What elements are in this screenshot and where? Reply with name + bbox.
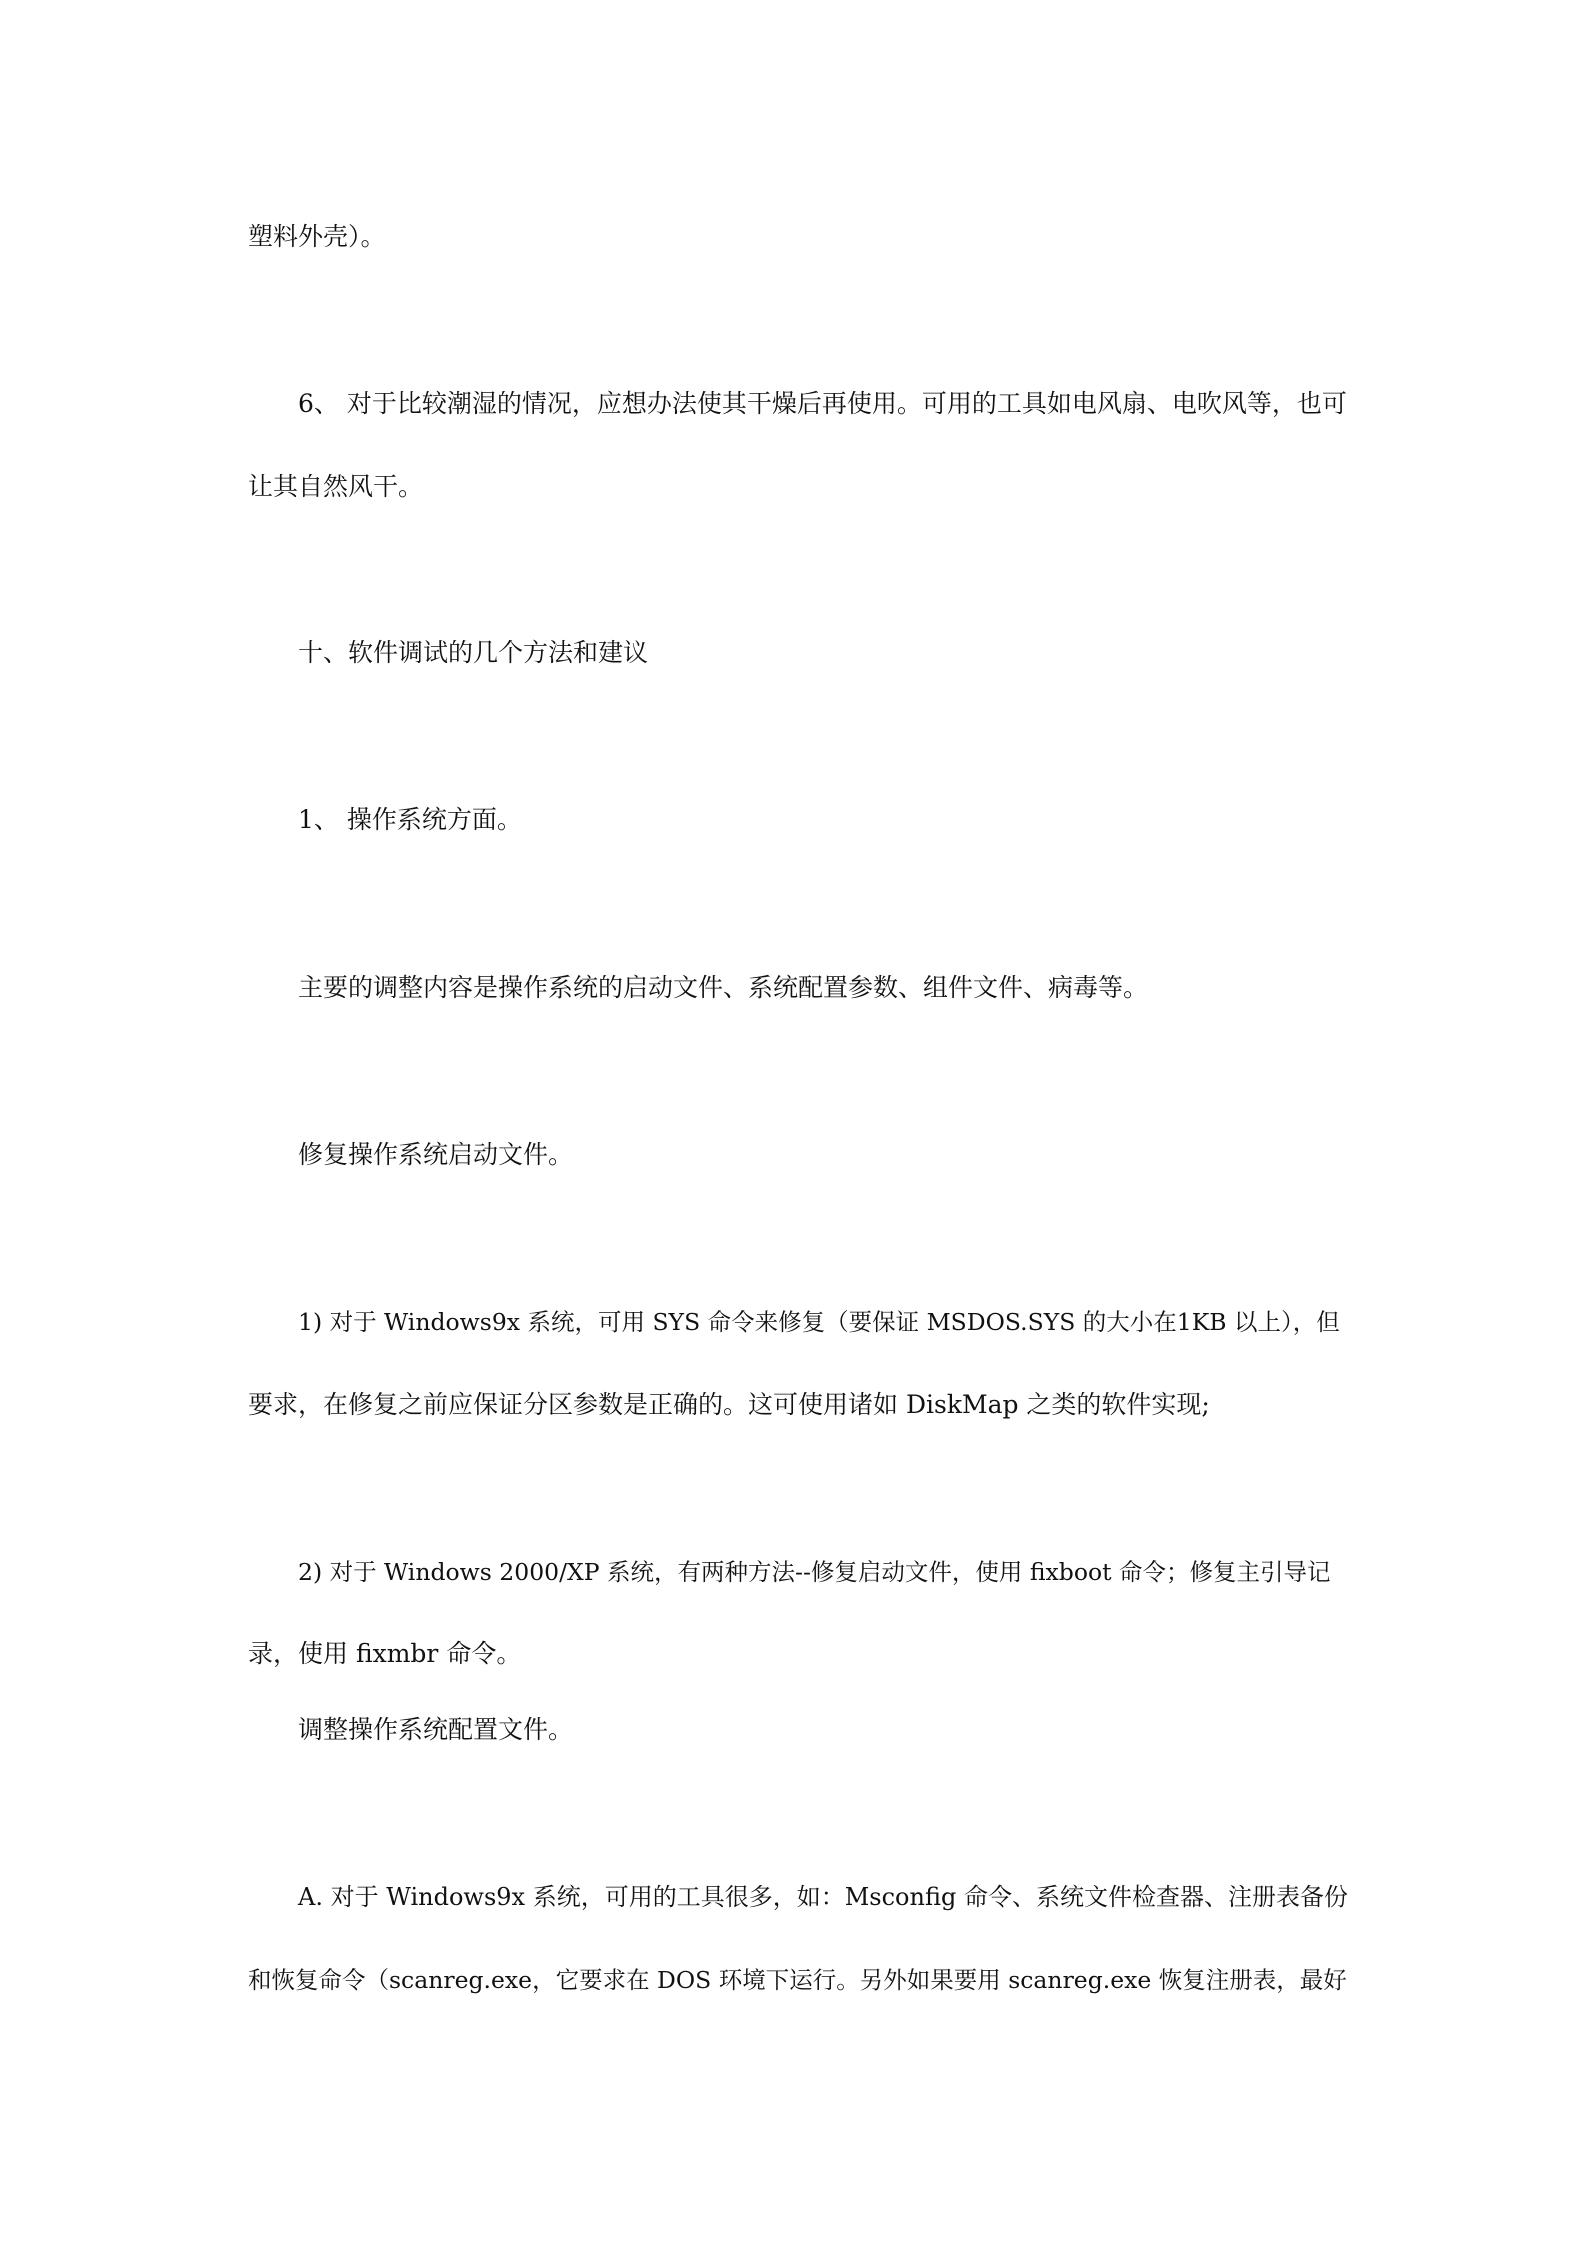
text-line-item-a-win9x: A. 对于 Windows9x 系统，可用的工具很多，如：Msconfig 命令、系统文件检查器、注册表备份 <box>298 1883 1348 1911</box>
text-line-item-6: 6、 对于比较潮湿的情况，应想办法使其干燥后再使用。可用的工具如电风扇、电吹风等，也可 <box>298 389 1347 418</box>
text-line-win2000-xp-cont: 录，使用 fixmbr 命令。 <box>248 1639 522 1668</box>
text-line-item-6-cont: 让其自然风干。 <box>248 472 424 501</box>
subheading-os-aspect: 1、 操作系统方面。 <box>298 805 522 834</box>
text-line-main-adjustments: 主要的调整内容是操作系统的启动文件、系统配置参数、组件文件、病毒等。 <box>298 973 1149 1002</box>
section-heading-software-debugging: 十、软件调试的几个方法和建议 <box>298 638 649 667</box>
text-line-plastic-case: 塑料外壳）。 <box>248 222 386 251</box>
text-line-win9x-sys: 1) 对于 Windows9x 系统，可用 SYS 命令来修复（要保证 MSDOS.SYS 的大小在1KB 以上），但 <box>298 1308 1340 1336</box>
text-line-win9x-sys-cont: 要求，在修复之前应保证分区参数是正确的。这可使用诸如 DiskMap 之类的软件实现; <box>248 1390 1210 1419</box>
text-line-item-a-win9x-cont: 和恢复命令（scanreg.exe，它要求在 DOS 环境下运行。另外如果要用 scanreg.exe 恢复注册表，最好 <box>248 1966 1347 1994</box>
text-line-adjust-config-files: 调整操作系统配置文件。 <box>298 1715 574 1744</box>
text-line-repair-boot-files: 修复操作系统启动文件。 <box>298 1140 574 1169</box>
text-line-win2000-xp: 2) 对于 Windows 2000/XP 系统，有两种方法--修复启动文件，使用 fixboot 命令；修复主引导记 <box>298 1558 1331 1586</box>
